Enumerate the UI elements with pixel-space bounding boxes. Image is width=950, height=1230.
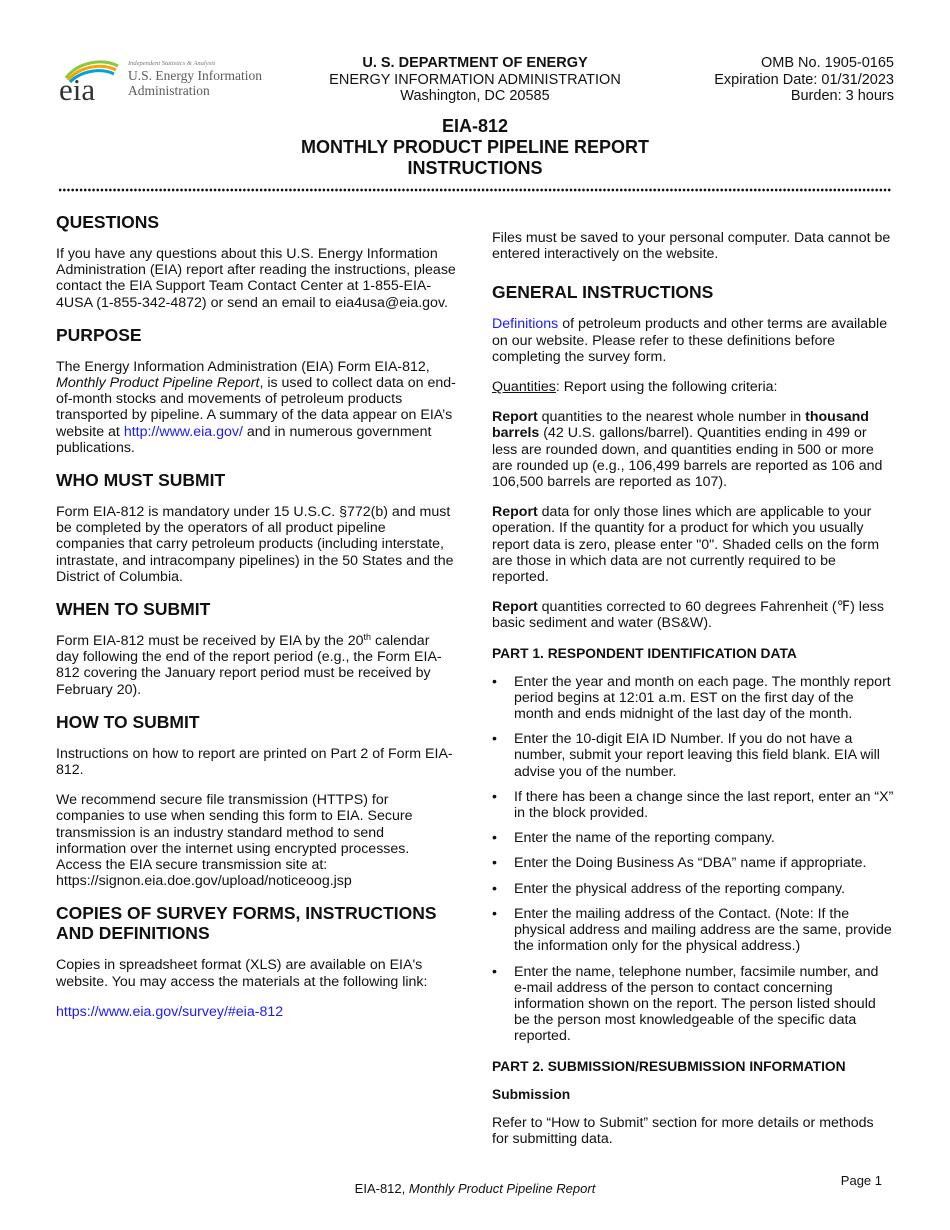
logo-name bbox=[128, 68, 262, 98]
when-body bbox=[56, 633, 456, 698]
list-item bbox=[492, 731, 894, 780]
logo-mark-text: eia bbox=[59, 72, 96, 104]
quantities-paragraph bbox=[492, 379, 894, 395]
bullet-icon: • bbox=[492, 905, 497, 922]
when-text-1: Form EIA-812 must be received by EIA by the 20 bbox=[56, 633, 364, 650]
list-item bbox=[492, 906, 894, 955]
questions-body: If you have any questions about this U.S. Energy Information Administration (EIA) report after reading the instructions, please contact the EIA Support Team Contact Center at 1-855-EIA-4USA (1-855-342-4872) or send an email to eia4usa@eia.gov. bbox=[56, 246, 456, 311]
quantities-text: : Report using the following criteria: bbox=[555, 379, 778, 396]
header-agency-block bbox=[280, 55, 670, 105]
report-rule-2 bbox=[492, 504, 894, 585]
part1-list bbox=[492, 674, 894, 1045]
purpose-text-3: and in numerous government publications. bbox=[56, 423, 432, 456]
how-heading: HOW TO SUBMIT bbox=[56, 711, 200, 732]
purpose-body bbox=[56, 359, 456, 456]
header-omb: OMB No. 1905-0165 bbox=[761, 55, 894, 71]
files-note: Files must be saved to your personal computer. Data cannot be entered interactively on the website. bbox=[492, 230, 891, 263]
header-agency: U. S. DEPARTMENT OF ENERGY bbox=[362, 55, 588, 71]
definitions-paragraph bbox=[492, 316, 894, 365]
header-burden: Burden: 3 hours bbox=[790, 88, 894, 104]
header-administration: ENERGY INFORMATION ADMINISTRATION bbox=[329, 71, 621, 88]
list-item-text: If there has been a change since the last report, enter an “X” in the block provided. bbox=[514, 788, 894, 822]
report-rule-1-text-a: quantities to the nearest whole number in bbox=[537, 409, 806, 426]
report-rule-1-text-b: (42 U.S. gallons/barrel). Quantities ending in 499 or less are rounded down, and quantities ending in 500 or more are rounded up (e.g., 106,499 barrels are reported as 106 and 106,500 barrels are reported as 107). bbox=[492, 425, 883, 491]
bullet-icon: • bbox=[492, 880, 497, 897]
list-item-text: Enter the name, telephone number, facsimile number, and e-mail address of the person to contact concerning information shown on the report. The person listed should be the person most knowledgeable of the specific data reported. bbox=[514, 963, 879, 1045]
bullet-icon: • bbox=[492, 673, 497, 690]
report-rule-2-lead: Report bbox=[492, 504, 538, 521]
when-text-2: calendar day following the end of the report period (e.g., the Form EIA-812 covering the January report period must be received by February 20). bbox=[56, 633, 442, 698]
part1-heading: PART 1. RESPONDENT IDENTIFICATION DATA bbox=[492, 645, 797, 661]
bullet-icon: • bbox=[492, 963, 497, 980]
title-name: MONTHLY PRODUCT PIPELINE REPORT bbox=[300, 137, 650, 157]
list-item bbox=[492, 830, 894, 846]
list-item bbox=[492, 789, 894, 821]
list-item-text: Enter the year and month on each page. The monthly report period begins at 12:01 a.m. EST on the first day of the month and ends midnight of the last day of the month. bbox=[514, 673, 891, 723]
list-item bbox=[492, 881, 894, 897]
when-heading: WHEN TO SUBMIT bbox=[56, 599, 211, 620]
eia-logo-mark bbox=[58, 56, 124, 104]
list-item-text: Enter the mailing address of the Contact. (Note: If the physical address and mailing address are the same, provide the information only for the physical address.) bbox=[514, 905, 892, 955]
purpose-report-name: Monthly Product Pipeline Report bbox=[56, 375, 260, 392]
title-form: EIA-812 bbox=[441, 116, 509, 136]
when-superscript: th bbox=[363, 632, 372, 643]
left-column bbox=[56, 212, 456, 1034]
purpose-heading: PURPOSE bbox=[56, 324, 142, 345]
header-omb-block bbox=[714, 55, 894, 105]
list-item-text: Enter the physical address of the reporting company. bbox=[514, 880, 845, 897]
report-rule-1-unit: thousand barrels bbox=[492, 409, 869, 442]
report-rule-3-text: quantities corrected to 60 degrees Fahrenheit (℉) less basic sediment and water (BS&W). bbox=[492, 599, 885, 632]
title-doc: INSTRUCTIONS bbox=[407, 158, 543, 178]
right-column bbox=[492, 230, 894, 1161]
logo-name-line2: Administration bbox=[128, 83, 210, 98]
list-item bbox=[492, 674, 894, 723]
eia-website-link[interactable]: http://www.eia.gov/ bbox=[123, 423, 243, 440]
list-item-text: Enter the Doing Business As “DBA” name if appropriate. bbox=[514, 855, 867, 872]
definitions-text: of petroleum products and other terms are available on our website. Please refer to these definitions before completing the survey form. bbox=[492, 316, 888, 365]
header-location: Washington, DC 20585 bbox=[400, 88, 550, 104]
bullet-icon: • bbox=[492, 788, 497, 805]
definitions-link[interactable]: Definitions bbox=[492, 316, 559, 333]
survey-link[interactable]: https://www.eia.gov/survey/#eia-812 bbox=[56, 1003, 284, 1020]
submission-body: Refer to “How to Submit” section for more details or methods for submitting data. bbox=[492, 1114, 874, 1147]
bullet-icon: • bbox=[492, 855, 497, 872]
bullet-icon: • bbox=[492, 731, 497, 748]
document-title bbox=[200, 116, 750, 179]
eia-logo bbox=[58, 56, 273, 104]
report-rule-2-text: data for only those lines which are applicable to your operation. If the quantity for a product for which you usually report data is zero, please enter "0". Shaded cells on the form are those in which data are not currently required to be reported. bbox=[492, 504, 880, 586]
report-rule-3-lead: Report bbox=[492, 599, 538, 616]
purpose-text-1: The Energy Information Administration (EIA) Form EIA-812, bbox=[56, 358, 430, 375]
copies-heading: COPIES OF SURVEY FORMS, INSTRUCTIONS AND DEFINITIONS bbox=[56, 903, 437, 944]
general-heading: GENERAL INSTRUCTIONS bbox=[492, 282, 714, 303]
footer-form: EIA-812, bbox=[354, 1181, 409, 1196]
list-item-text: Enter the 10-digit EIA ID Number. If you do not have a number, submit your report leaving this field blank. EIA will advise you of the number. bbox=[514, 731, 880, 780]
quantities-label: Quantities bbox=[492, 379, 556, 396]
list-item-text: Enter the name of the reporting company. bbox=[514, 830, 775, 847]
header-expiration: Expiration Date: 01/31/2023 bbox=[714, 71, 894, 88]
copies-body: Copies in spreadsheet format (XLS) are available on EIA's website. You may access the materials at the following link: bbox=[56, 957, 428, 990]
how-body-2: We recommend secure file transmission (HTTPS) for companies to use when sending this form to EIA. Secure transmission is an industry standard method to send information over the internet using encrypted processes. Access the EIA secure transmission site at: https://signon.eia.doe.gov/upload/noticeoog.jsp bbox=[56, 792, 413, 890]
page-footer bbox=[0, 1181, 950, 1197]
purpose-text-2: , is used to collect data on end-of-month stocks and movements of petroleum products transported by pipeline. A summary of the data appear on EIA’s website at bbox=[56, 375, 456, 440]
dotted-divider bbox=[58, 188, 892, 192]
list-item bbox=[492, 855, 894, 871]
logo-tagline: Independent Statistics & Analysis bbox=[128, 60, 216, 67]
submission-subheading: Submission bbox=[492, 1086, 571, 1102]
page-number: Page 1 bbox=[840, 1173, 882, 1188]
who-body: Form EIA-812 is mandatory under 15 U.S.C. §772(b) and must be completed by the operators of all product pipeline companies that carry petroleum products (including interstate, intrastate, and intracompany pipelines) in the 50 States and the District of Columbia. bbox=[56, 504, 454, 585]
questions-heading: QUESTIONS bbox=[56, 212, 160, 232]
list-item bbox=[492, 964, 894, 1045]
logo-name-line1: U.S. Energy Information bbox=[128, 68, 262, 83]
report-rule-1 bbox=[492, 409, 894, 490]
who-heading: WHO MUST SUBMIT bbox=[56, 470, 226, 491]
report-rule-3 bbox=[492, 599, 894, 631]
part2-heading: PART 2. SUBMISSION/RESUBMISSION INFORMATION bbox=[492, 1058, 846, 1074]
how-body-1: Instructions on how to report are printed on Part 2 of Form EIA-812. bbox=[56, 745, 453, 779]
footer-report-name: Monthly Product Pipeline Report bbox=[408, 1181, 596, 1196]
bullet-icon: • bbox=[492, 830, 497, 847]
report-rule-1-lead: Report bbox=[492, 409, 538, 426]
